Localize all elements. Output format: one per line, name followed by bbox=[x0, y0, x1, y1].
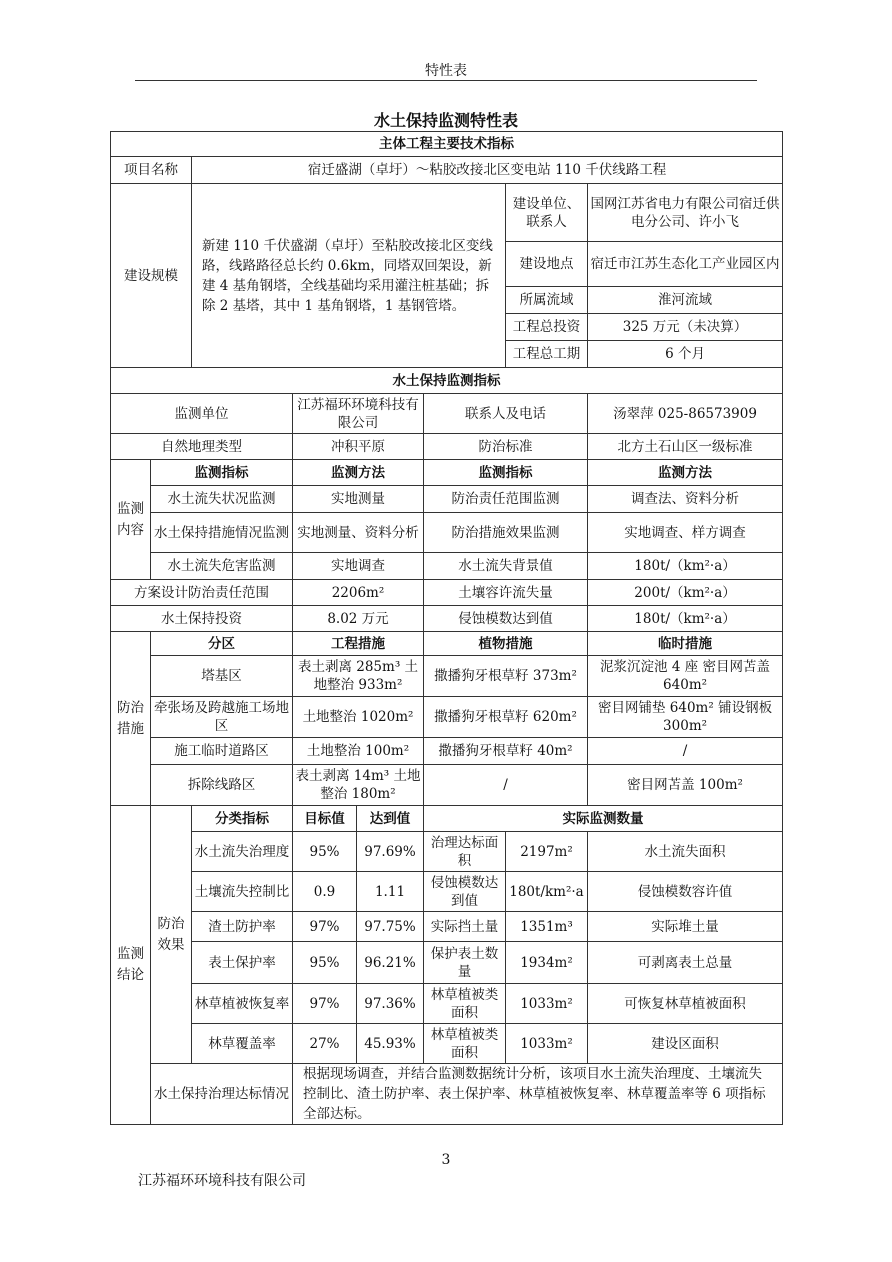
measure-eng: 土地整治 1020m² bbox=[293, 697, 424, 738]
measure-zone: 牵张场及跨越施工场地区 bbox=[151, 697, 293, 738]
effect-category: 渣土防护率 bbox=[192, 912, 293, 942]
actual-label: 水土流失面积 bbox=[588, 832, 783, 872]
measure-veg: / bbox=[424, 765, 588, 806]
effect-target: 0.9 bbox=[293, 872, 357, 912]
basin-label: 所属流域 bbox=[506, 287, 588, 314]
actual-value: 1934m² bbox=[506, 942, 588, 984]
monitor-unit-label: 监测单位 bbox=[111, 394, 293, 434]
investment-label: 工程总投资 bbox=[506, 314, 588, 341]
measure-zone: 塔基区 bbox=[151, 656, 293, 697]
header-rule bbox=[135, 80, 757, 81]
main-heading: 主体工程主要技术指标 bbox=[111, 132, 783, 157]
scope-label: 方案设计防治责任范围 bbox=[111, 580, 293, 606]
investment-value: 325 万元（未决算） bbox=[588, 314, 783, 341]
contact-label: 联系人及电话 bbox=[424, 394, 588, 434]
footer-company: 江苏福环环境科技有限公司 bbox=[138, 1173, 306, 1189]
monitor-item: 水土流失危害监测 bbox=[151, 553, 293, 580]
measure-eng: 表土剥离 285m³ 土地整治 933m² bbox=[293, 656, 424, 697]
basin-value: 淮河流域 bbox=[588, 287, 783, 314]
monitor-item: 防治责任范围监测 bbox=[424, 486, 588, 513]
effect-category: 土壤流失控制比 bbox=[192, 872, 293, 912]
scope-value: 2206m² bbox=[293, 580, 424, 606]
measure-veg: 撒播狗牙根草籽 40m² bbox=[424, 738, 588, 765]
effect-target: 97% bbox=[293, 984, 357, 1024]
effect-label: 防治效果 bbox=[151, 806, 192, 1064]
monitor-method: 实地调查、样方调查 bbox=[588, 513, 783, 553]
actual-value: 2197m² bbox=[506, 832, 588, 872]
col-target: 目标值 bbox=[293, 806, 357, 832]
actual-value: 180t/km²·a bbox=[506, 872, 588, 912]
contact-value: 汤翠萍 025-86573909 bbox=[588, 394, 783, 434]
measure-temp: / bbox=[588, 738, 783, 765]
col-index-1: 监测指标 bbox=[151, 460, 293, 486]
geo-value: 冲积平原 bbox=[293, 434, 424, 460]
actual-value: 1033m² bbox=[506, 984, 588, 1024]
actual-label: 可剥离表土总量 bbox=[588, 942, 783, 984]
col-temp: 临时措施 bbox=[588, 632, 783, 656]
status-text: 根据现场调查，并结合监测数据统计分析，该项目水土流失治理度、土壤流失控制比、渣土防护率、表土保护率、林草植被恢复率、林草覆盖率等 6 项指标全部达标。 bbox=[293, 1064, 783, 1125]
page-number: 3 bbox=[441, 1152, 451, 1168]
tolerance-value: 200t/（km²·a） bbox=[588, 580, 783, 606]
scale-text: 新建 110 千伏盛湖（卓圩）至粘胶改接北区变线路，线路路径总长约 0.6km，同塔双回架设，新建 4 基角钢塔，全线基础均采用灌注桩基础；拆除 2 基塔，其中 1 基角钢塔，1 基钢管塔。 bbox=[192, 184, 506, 368]
col-zone: 分区 bbox=[151, 632, 293, 656]
invest-label: 水土保持投资 bbox=[111, 606, 293, 632]
actual-label: 可恢复林草植被面积 bbox=[588, 984, 783, 1024]
col-veg: 植物措施 bbox=[424, 632, 588, 656]
effect-reached: 1.11 bbox=[357, 872, 424, 912]
monitor-method: 调查法、资料分析 bbox=[588, 486, 783, 513]
effect-reached: 45.93% bbox=[357, 1024, 424, 1064]
actual-label: 林草植被类面积 bbox=[424, 1024, 506, 1064]
col-category: 分类指标 bbox=[192, 806, 293, 832]
standard-label: 防治标准 bbox=[424, 434, 588, 460]
col-method-2: 监测方法 bbox=[588, 460, 783, 486]
effect-target: 27% bbox=[293, 1024, 357, 1064]
monitor-content-label: 监测内容 bbox=[111, 460, 151, 580]
status-label: 水土保持治理达标情况 bbox=[151, 1064, 293, 1125]
actual-label: 建设区面积 bbox=[588, 1024, 783, 1064]
actual-label: 保护表土数量 bbox=[424, 942, 506, 984]
measure-temp: 密目网铺垫 640m² 铺设钢板 300m² bbox=[588, 697, 783, 738]
measure-temp: 泥浆沉淀池 4 座 密目网苫盖 640m² bbox=[588, 656, 783, 697]
erosion-value: 180t/（km²·a） bbox=[588, 606, 783, 632]
measure-eng: 土地整治 100m² bbox=[293, 738, 424, 765]
actual-value: 1351m³ bbox=[506, 912, 588, 942]
measure-zone: 拆除线路区 bbox=[151, 765, 293, 806]
effect-category: 表土保护率 bbox=[192, 942, 293, 984]
measure-temp: 密目网苫盖 100m² bbox=[588, 765, 783, 806]
effect-category: 林草覆盖率 bbox=[192, 1024, 293, 1064]
measures-label: 防治措施 bbox=[111, 632, 151, 806]
measure-veg: 撒播狗牙根草籽 620m² bbox=[424, 697, 588, 738]
actual-label: 侵蚀模数容许值 bbox=[588, 872, 783, 912]
effect-reached: 96.21% bbox=[357, 942, 424, 984]
monitor-item: 水土流失状况监测 bbox=[151, 486, 293, 513]
running-header: 特性表 bbox=[425, 63, 467, 79]
measure-veg: 撒播狗牙根草籽 373m² bbox=[424, 656, 588, 697]
measure-zone: 施工临时道路区 bbox=[151, 738, 293, 765]
invest-value: 8.02 万元 bbox=[293, 606, 424, 632]
project-name-value: 宿迁盛湖（卓圩）～粘胶改接北区变电站 110 千伏线路工程 bbox=[192, 157, 783, 184]
actual-value: 1033m² bbox=[506, 1024, 588, 1064]
actual-label: 林草植被类面积 bbox=[424, 984, 506, 1024]
col-actual: 实际监测数量 bbox=[424, 806, 783, 832]
tolerance-label: 土壤容许流失量 bbox=[424, 580, 588, 606]
col-method-1: 监测方法 bbox=[293, 460, 424, 486]
effect-reached: 97.75% bbox=[357, 912, 424, 942]
measure-eng: 表土剥离 14m³ 土地整治 180m² bbox=[293, 765, 424, 806]
effect-reached: 97.69% bbox=[357, 832, 424, 872]
effect-category: 林草植被恢复率 bbox=[192, 984, 293, 1024]
effect-target: 95% bbox=[293, 832, 357, 872]
characteristics-table bbox=[110, 131, 782, 1125]
monitor-method: 实地测量 bbox=[293, 486, 424, 513]
duration-value: 6 个月 bbox=[588, 341, 783, 368]
geo-label: 自然地理类型 bbox=[111, 434, 293, 460]
unit-label: 建设单位、联系人 bbox=[506, 184, 588, 242]
col-eng: 工程措施 bbox=[293, 632, 424, 656]
scale-label: 建设规模 bbox=[111, 184, 192, 368]
location-label: 建设地点 bbox=[506, 242, 588, 287]
effect-category: 水土流失治理度 bbox=[192, 832, 293, 872]
monitor-unit-value: 江苏福环环境科技有限公司 bbox=[293, 394, 424, 434]
monitor-heading: 水土保持监测指标 bbox=[111, 368, 783, 394]
project-name-label: 项目名称 bbox=[111, 157, 192, 184]
monitor-method: 实地测量、资料分析 bbox=[293, 513, 424, 553]
location-value: 宿迁市江苏生态化工产业园区内 bbox=[588, 242, 783, 287]
actual-label: 治理达标面积 bbox=[424, 832, 506, 872]
effect-target: 95% bbox=[293, 942, 357, 984]
monitor-item: 水土保持措施情况监测 bbox=[151, 513, 293, 553]
actual-label: 实际堆土量 bbox=[588, 912, 783, 942]
col-reached: 达到值 bbox=[357, 806, 424, 832]
monitor-method: 180t/（km²·a） bbox=[588, 553, 783, 580]
unit-value: 国网江苏省电力有限公司宿迁供电分公司、许小飞 bbox=[588, 184, 783, 242]
page-title: 水土保持监测特性表 bbox=[373, 111, 518, 130]
erosion-label: 侵蚀模数达到值 bbox=[424, 606, 588, 632]
conclusion-label: 监测结论 bbox=[111, 806, 151, 1125]
monitor-item: 防治措施效果监测 bbox=[424, 513, 588, 553]
actual-label: 侵蚀模数达到值 bbox=[424, 872, 506, 912]
effect-reached: 97.36% bbox=[357, 984, 424, 1024]
col-index-2: 监测指标 bbox=[424, 460, 588, 486]
monitor-item: 水土流失背景值 bbox=[424, 553, 588, 580]
duration-label: 工程总工期 bbox=[506, 341, 588, 368]
actual-label: 实际挡土量 bbox=[424, 912, 506, 942]
effect-target: 97% bbox=[293, 912, 357, 942]
monitor-method: 实地调查 bbox=[293, 553, 424, 580]
standard-value: 北方土石山区一级标准 bbox=[588, 434, 783, 460]
